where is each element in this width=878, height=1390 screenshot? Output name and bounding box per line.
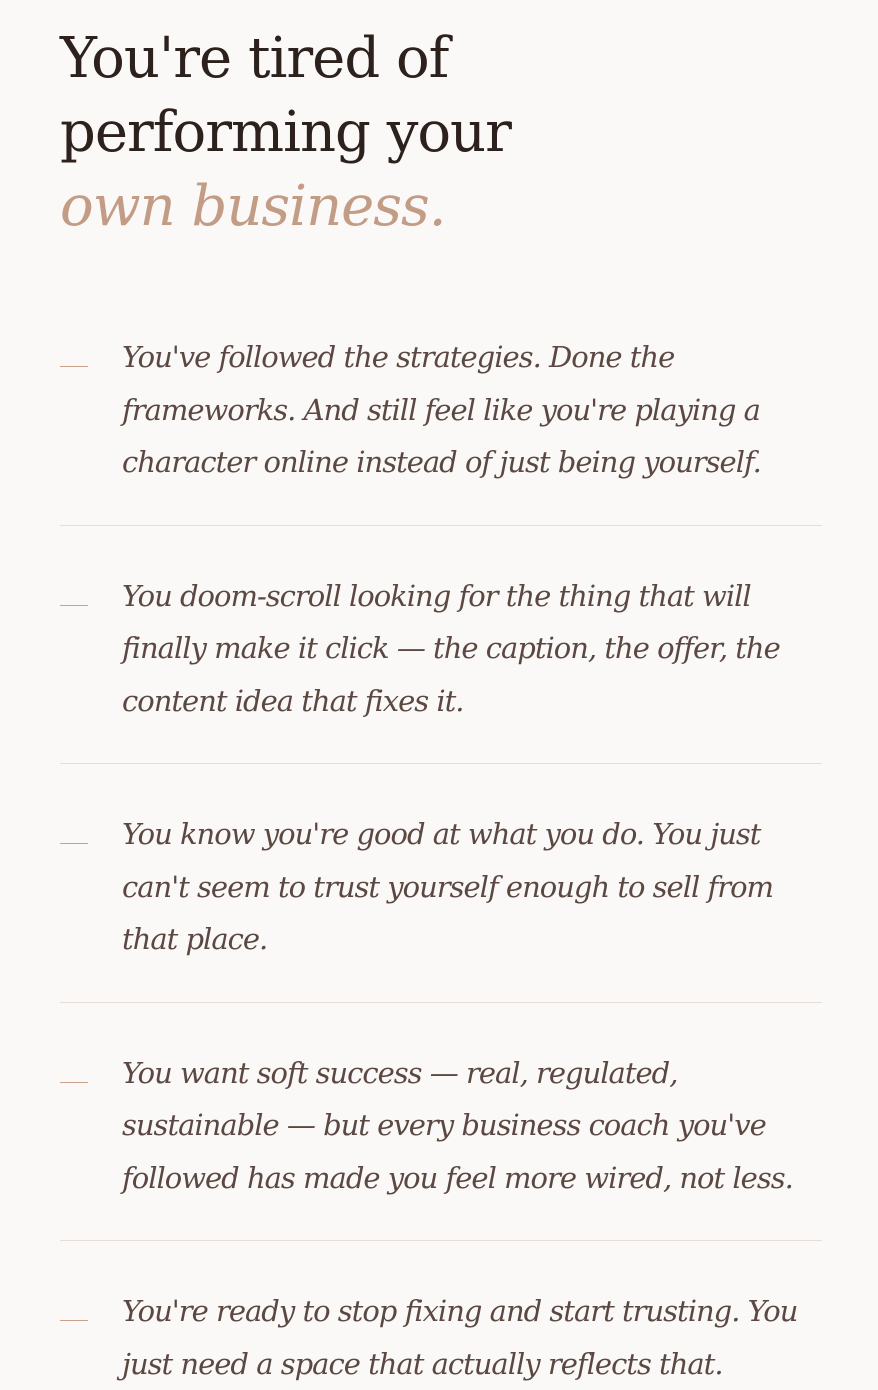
pain-points-list: [60, 331, 822, 1390]
headline: [60, 22, 511, 244]
dash-icon: [60, 1320, 88, 1321]
dash-icon: [60, 366, 88, 367]
list-item: [60, 1047, 822, 1242]
headline-line-2: performing your: [60, 100, 511, 165]
list-item-text: You've followed the strategies. Done the frameworks. And still feel like you're playing a character online instead of just being yourself.: [122, 340, 761, 479]
list-item: [60, 1285, 822, 1390]
list-item-text: You doom-scroll looking for the thing that will finally make it click — the caption, the offer, the content idea that fixes it.: [122, 578, 780, 718]
dash-icon: [60, 605, 88, 606]
list-item-text: You know you're good at what you do. You just can't seem to trust yourself enough to sell from that place.: [122, 817, 774, 956]
dash-icon: [60, 843, 88, 844]
list-item: [60, 331, 822, 526]
dash-icon: [60, 1082, 88, 1083]
list-item-text: You're ready to stop fixing and start trusting. You just need a space that actually reflects that.: [122, 1294, 798, 1381]
list-item-text: You want soft success — real, regulated, sustainable — but every business coach you've followed has made you feel more wired, not less.: [122, 1055, 793, 1195]
list-item: [60, 808, 822, 1003]
headline-accent: own business.: [60, 174, 446, 239]
list-item: [60, 570, 822, 765]
headline-line-1: You're tired of: [60, 26, 449, 91]
